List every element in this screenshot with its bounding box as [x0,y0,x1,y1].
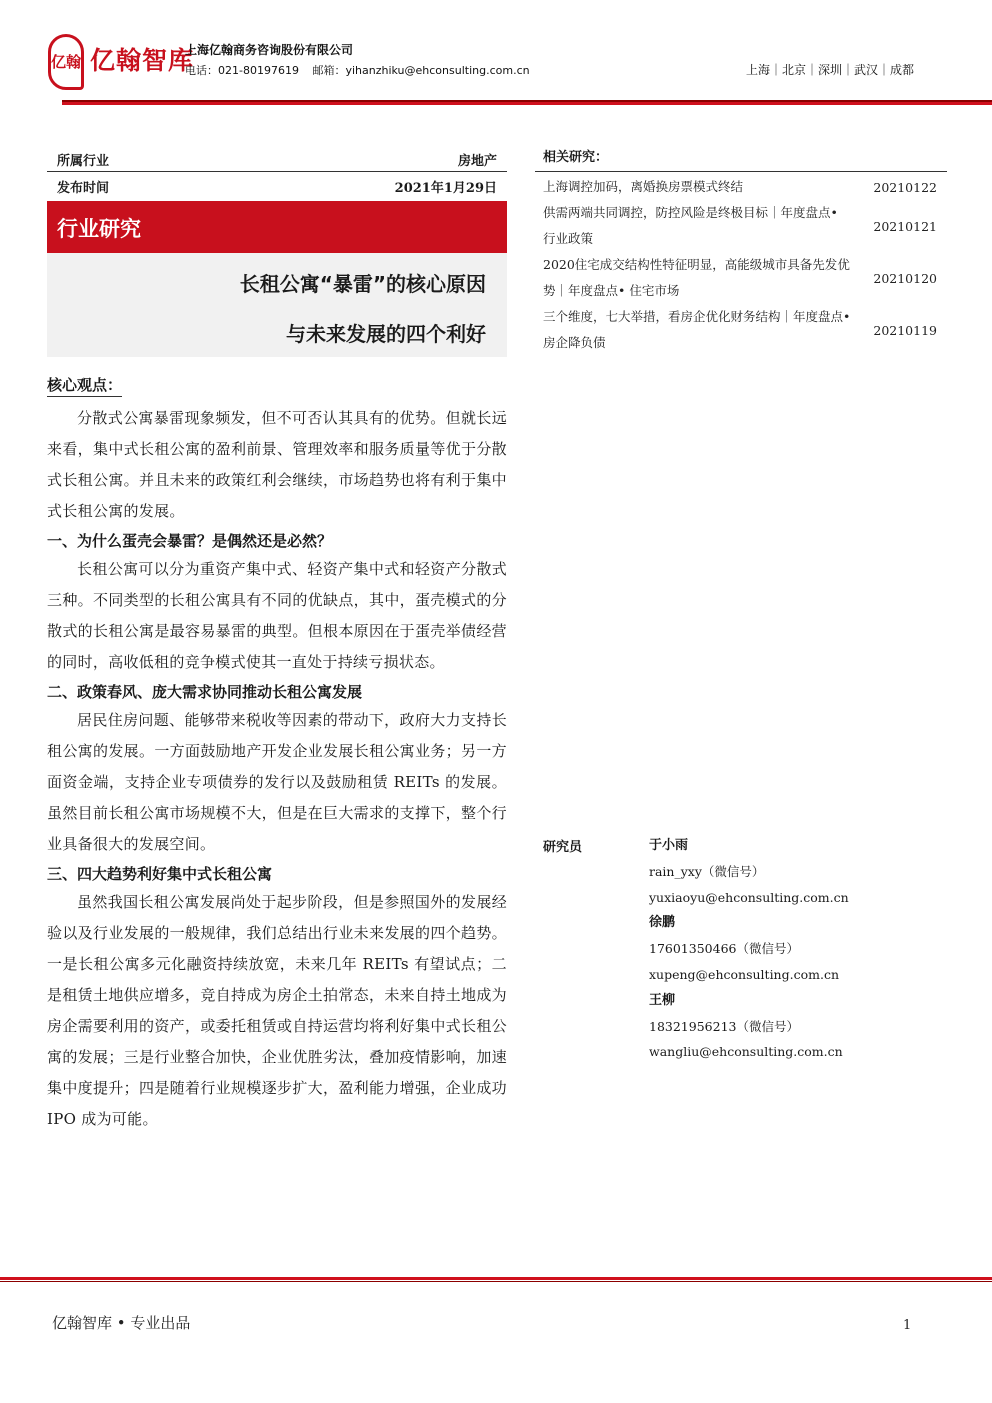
related-item-date: 20210122 [873,179,937,195]
researcher-email[interactable]: yuxiaoyu@ehconsulting.com.cn [649,889,849,905]
industry-value: 房地产 [457,154,497,169]
email-text: 邮箱：yihanzhiku@ehconsulting.com.cn [312,64,530,77]
industry-label: 所属行业 [57,154,110,169]
related-item-date: 20210121 [873,218,937,234]
section-3-heading: 三、四大趋势利好集中式长租公寓 [47,865,273,883]
related-item-title: 2020住宅成交结构性特征明显，高能级城市具备先发优势｜年度盘点• 住宅市场 [543,257,850,298]
footer-divider-red [0,1277,992,1280]
researcher-name: 徐鹏 [649,915,676,931]
meta-date-row [47,174,507,198]
date-label: 发布时间 [57,180,110,196]
related-item-date: 20210120 [873,270,937,286]
related-item[interactable] [535,304,947,356]
contact-info [185,62,540,78]
brand-name: 亿翰智库 [90,46,195,75]
section-1-paragraph: 长租公寓可以分为重资产集中式、轻资产集中式和轻资产分散式三种。不同类型的长租公寓具有不同的优缺点，其中，蛋壳模式的分散式的长租公寓是最容易暴雷的典型。但根本原因在于蛋壳举债经营的同时，高收低租的竞争模式使其一直处于持续亏损状态。 [47,560,507,671]
researcher-wechat: 18321956213（微信号） [649,1018,799,1034]
company-logo-mark [48,34,84,90]
meta-industry-row [47,148,507,172]
related-item-title: 三个维度，七大举措，看房企优化财务结构｜年度盘点• 房企降负债 [543,309,851,350]
section-1-heading: 一、为什么蛋壳会暴雷？是偶然还是必然？ [47,532,333,550]
date-value: 2021年1月29日 [394,180,497,196]
page-number: 1 [903,1318,912,1333]
related-item[interactable] [535,252,947,304]
section-3-paragraph: 虽然我国长租公寓发展尚处于起步阶段，但是参照国外的发展经验以及行业发展的一般规律，我们总结出行业未来发展的四个趋势。一是长租公寓多元化融资持续放宽，未来几年 REITs 有望试点；二是租赁土地供应增多，竞自持成为房企土拍常态，未来自持土地成为房企需要利用的资产，或委托租赁或自持运营均将利好集中式长租公寓的发展；三是行业整合加快，企业优胜劣汰，叠加疫情影响，加速集中度提升；四是随着行业规模逐步扩大，盈利能力增强，企业成功 IPO 成为可能。 [47,893,507,1128]
footer-divider-dark [0,1281,992,1282]
related-item[interactable] [535,174,947,200]
researcher-list [649,833,849,1065]
researcher-wechat: 17601350466（微信号） [649,941,799,957]
office-cities: 上海｜北京｜深圳｜武汉｜成都 [745,63,914,77]
section-2-heading: 二、政策春风、庞大需求协同推动长租公寓发展 [47,683,363,701]
section-label-bar: 行业研究 [47,201,507,253]
main-content [47,374,507,1135]
core-view-paragraph: 分散式公寓暴雷现象频发，但不可否认其具有的优势。但就长远来看，集中式长租公寓的盈利前景、管理效率和服务质量等优于分散式长租公寓。并且未来的政策红利会继续，市场趋势也将有利于集中式长租公寓的发展。 [47,409,507,520]
logo-glyph: 亿翰 [51,53,82,71]
footer-text: 亿翰智库 • 专业出品 [52,1314,191,1332]
section-2-paragraph: 居民住房问题、能够带来税收等因素的带动下，政府大力支持长租公寓的发展。一方面鼓励地产开发企业发展长租公寓业务；另一方面资金端，支持企业专项债券的发行以及鼓励租赁 REITs 的发展。虽然目前长租公寓市场规模不大，但是在巨大需求的支撑下，整个行业具备很大的发展空间。 [47,711,507,853]
related-item-title: 上海调控加码，离婚换房票模式终结 [543,179,744,194]
company-name: 上海亿翰商务咨询股份有限公司 [185,43,354,57]
core-view-heading: 核心观点： [47,374,122,397]
researcher-label: 研究员 [543,840,583,855]
researcher-email[interactable]: wangliu@ehconsulting.com.cn [649,1044,843,1060]
related-item-title: 供需两端共同调控，防控风险是终极目标｜年度盘点• 行业政策 [543,205,838,246]
researcher-name: 王柳 [649,992,676,1008]
related-item-date: 20210119 [873,322,937,338]
related-research-heading: 相关研究： [535,148,947,172]
researcher-wechat: rain_yxy（微信号） [649,863,765,879]
header-divider-red [62,102,992,105]
report-title-line-1: 长租公寓“暴雷”的核心原因 [239,272,486,296]
phone-text: 电话：021-80197619 [185,64,299,77]
related-item[interactable] [535,200,947,252]
researcher-email[interactable]: xupeng@ehconsulting.com.cn [649,966,839,982]
researcher-name: 于小雨 [649,838,689,853]
report-title-line-2: 与未来发展的四个利好 [286,322,486,346]
